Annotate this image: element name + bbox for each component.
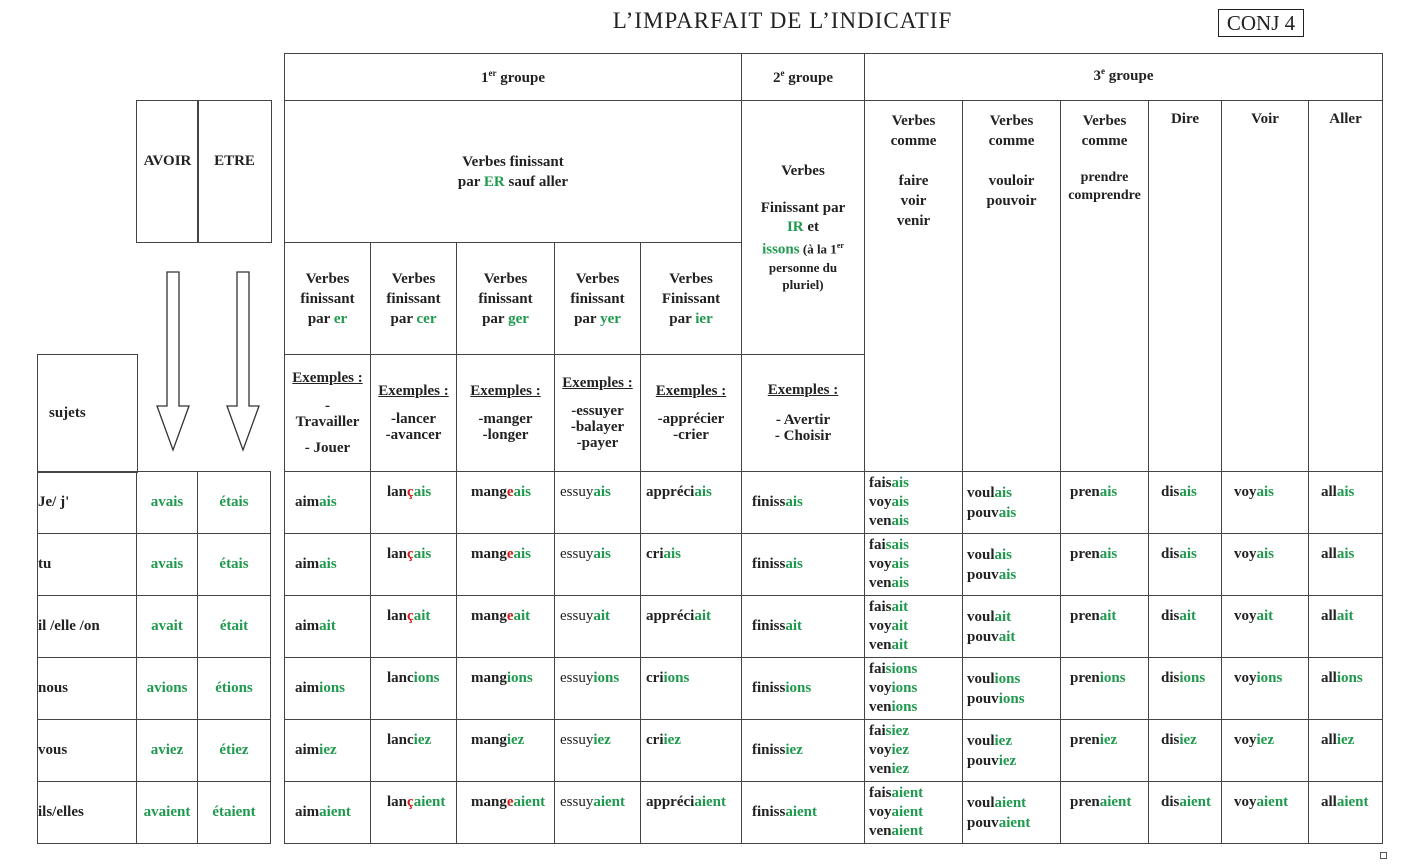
subjects-header: sujets — [37, 354, 138, 473]
subject-cell: il /elle /on — [38, 596, 137, 658]
group-1-subheader-1: Verbes finissant par cer — [371, 243, 457, 355]
dire-form: disiez — [1149, 720, 1222, 782]
dire-form: disait — [1149, 596, 1222, 658]
table-row — [38, 596, 271, 658]
group-3-voir-header: Voir — [1222, 101, 1309, 472]
document-code: CONJ 4 — [1218, 9, 1304, 37]
group-1-examples-3: Exemples : -essuyer -balayer -payer — [555, 355, 641, 472]
faire-voir-venir-forms: faisions voyions venions — [865, 658, 963, 720]
dire-form: disais — [1149, 534, 1222, 596]
vouloir-pouvoir-forms: voulais pouvais — [963, 534, 1061, 596]
avoir-form: avais — [137, 534, 198, 596]
group-1-subheader-0: Verbes finissant par er — [285, 243, 371, 355]
etre-header: ETRE — [197, 100, 272, 243]
group-3-header: 3e groupe — [865, 54, 1383, 101]
prendre-form: preniez — [1061, 720, 1149, 782]
group-2-header: 2e groupe — [742, 54, 865, 101]
faire-voir-venir-forms: faisaient voyaient venaient — [865, 782, 963, 844]
group-1-subheader-2: Verbes finissant par ger — [457, 243, 555, 355]
table-row — [38, 782, 271, 844]
etre-form: étais — [198, 534, 271, 596]
ier-form: appréciaient — [641, 782, 742, 844]
prendre-form: prenait — [1061, 596, 1149, 658]
etre-form: étais — [198, 472, 271, 534]
group-3-aller-header: Aller — [1309, 101, 1383, 472]
subject-cell: Je/ j' — [38, 472, 137, 534]
ier-form: appréciait — [641, 596, 742, 658]
vouloir-pouvoir-forms: voulaient pouvaient — [963, 782, 1061, 844]
ier-form: criions — [641, 658, 742, 720]
etre-form: étions — [198, 658, 271, 720]
voir-form: voyait — [1222, 596, 1309, 658]
page-title: L’IMPARFAIT DE L’INDICATIF — [612, 8, 953, 33]
group-2-examples: Exemples : - Avertir - Choisir — [742, 355, 865, 472]
dire-form: disais — [1149, 472, 1222, 534]
faire-voir-venir-forms: faisiez voyiez veniez — [865, 720, 963, 782]
voir-form: voyais — [1222, 472, 1309, 534]
group-3-faire-header: Verbes comme faire voir venir — [865, 101, 963, 472]
er-form: aimait — [285, 596, 371, 658]
ir-form: finissaient — [742, 782, 865, 844]
ier-form: criiez — [641, 720, 742, 782]
yer-form: essuyait — [555, 596, 641, 658]
cer-form: lanciez — [371, 720, 457, 782]
ger-form: mangeais — [457, 472, 555, 534]
voir-form: voyiez — [1222, 720, 1309, 782]
ger-form: mangeait — [457, 596, 555, 658]
prendre-form: prenais — [1061, 534, 1149, 596]
group-3-vouloir-header: Verbes comme vouloir pouvoir — [963, 101, 1061, 472]
ir-form: finissiez — [742, 720, 865, 782]
avoir-form: avaient — [137, 782, 198, 844]
er-form: aimais — [285, 534, 371, 596]
table-row — [38, 658, 271, 720]
dire-form: disaient — [1149, 782, 1222, 844]
avoir-form: aviez — [137, 720, 198, 782]
table-row — [285, 658, 1383, 720]
ier-form: criais — [641, 534, 742, 596]
cer-form: lançais — [371, 534, 457, 596]
down-arrow-icon — [155, 270, 195, 454]
auxiliary-table — [37, 471, 271, 844]
er-form: aimions — [285, 658, 371, 720]
faire-voir-venir-forms: faisait voyait venait — [865, 596, 963, 658]
ger-form: mangeais — [457, 534, 555, 596]
group-2-description: Verbes Finissant par IR et issons (à la 1er personne du pluriel) — [742, 101, 865, 355]
yer-form: essuyais — [555, 534, 641, 596]
etre-form: étiez — [198, 720, 271, 782]
ir-form: finissions — [742, 658, 865, 720]
vouloir-pouvoir-forms: voulions pouvions — [963, 658, 1061, 720]
subject-cell: vous — [38, 720, 137, 782]
ir-form: finissais — [742, 534, 865, 596]
table-row — [285, 534, 1383, 596]
avoir-form: avais — [137, 472, 198, 534]
prendre-form: prenions — [1061, 658, 1149, 720]
vouloir-pouvoir-forms: vouliez pouviez — [963, 720, 1061, 782]
table-row — [285, 720, 1383, 782]
group-1-examples-2: Exemples : -manger -longer — [457, 355, 555, 472]
cer-form: lançait — [371, 596, 457, 658]
etre-form: étaient — [198, 782, 271, 844]
group-3-dire-header: Dire — [1149, 101, 1222, 472]
yer-form: essuyiez — [555, 720, 641, 782]
table-row — [38, 534, 271, 596]
group-1-examples-4: Exemples : -apprécier -crier — [641, 355, 742, 472]
ger-form: mangiez — [457, 720, 555, 782]
ger-form: mangeaient — [457, 782, 555, 844]
table-row — [285, 596, 1383, 658]
aller-form: allais — [1309, 534, 1383, 596]
cer-form: lançais — [371, 472, 457, 534]
faire-voir-venir-forms: faisais voyais venais — [865, 534, 963, 596]
down-arrow-icon — [225, 270, 265, 454]
table-row — [38, 472, 271, 534]
prendre-form: prenaient — [1061, 782, 1149, 844]
er-form: aimiez — [285, 720, 371, 782]
yer-form: essuyions — [555, 658, 641, 720]
group-1-examples-0: Exemples : - Travailler - Jouer — [285, 355, 371, 472]
avoir-form: avions — [137, 658, 198, 720]
voir-form: voyaient — [1222, 782, 1309, 844]
group-1-subheader-3: Verbes finissant par yer — [555, 243, 641, 355]
group-3-prendre-header: Verbes comme prendre comprendre — [1061, 101, 1149, 472]
table-row — [285, 782, 1383, 844]
table-row — [285, 472, 1383, 534]
table-row — [38, 720, 271, 782]
vouloir-pouvoir-forms: voulais pouvais — [963, 472, 1061, 534]
group-1-header: 1er groupe — [285, 54, 742, 101]
prendre-form: prenais — [1061, 472, 1149, 534]
voir-form: voyais — [1222, 534, 1309, 596]
dire-form: disions — [1149, 658, 1222, 720]
er-form: aimaient — [285, 782, 371, 844]
aller-form: allions — [1309, 658, 1383, 720]
ir-form: finissait — [742, 596, 865, 658]
subject-cell: tu — [38, 534, 137, 596]
subject-cell: ils/elles — [38, 782, 137, 844]
faire-voir-venir-forms: faisais voyais venais — [865, 472, 963, 534]
etre-form: était — [198, 596, 271, 658]
vouloir-pouvoir-forms: voulait pouvait — [963, 596, 1061, 658]
page-marker — [1380, 852, 1387, 859]
avoir-header: AVOIR — [136, 100, 199, 243]
group-1-description: Verbes finissant par ER sauf aller — [285, 101, 742, 243]
ier-form: appréciais — [641, 472, 742, 534]
aller-form: alliez — [1309, 720, 1383, 782]
avoir-form: avait — [137, 596, 198, 658]
group-1-subheader-4: Verbes Finissant par ier — [641, 243, 742, 355]
conjugation-table — [284, 53, 1383, 844]
aller-form: allaient — [1309, 782, 1383, 844]
group-1-examples-1: Exemples : -lancer -avancer — [371, 355, 457, 472]
yer-form: essuyaient — [555, 782, 641, 844]
voir-form: voyions — [1222, 658, 1309, 720]
cer-form: lançaient — [371, 782, 457, 844]
ger-form: mangions — [457, 658, 555, 720]
aller-form: allais — [1309, 472, 1383, 534]
aller-form: allait — [1309, 596, 1383, 658]
cer-form: lancions — [371, 658, 457, 720]
yer-form: essuyais — [555, 472, 641, 534]
subject-cell: nous — [38, 658, 137, 720]
er-form: aimais — [285, 472, 371, 534]
ir-form: finissais — [742, 472, 865, 534]
